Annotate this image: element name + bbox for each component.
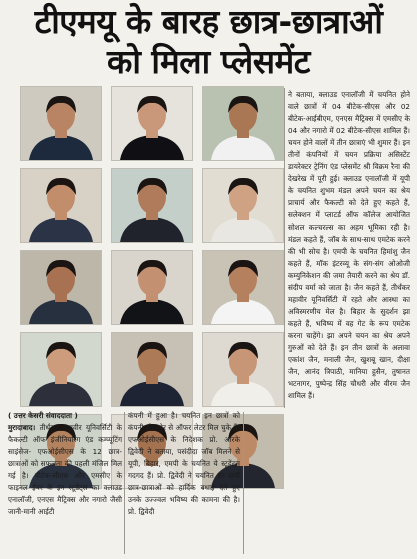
person-silhouette-icon: [21, 87, 101, 160]
article-text: तीर्थंकर महावीर यूनिवर्सिटी के फैकल्टी ऑफ इंजीनियरिंग एंड कम्प्यूटिंग साइंसेज- एफओईसीएस के 12 छात्र-छात्राओं को सफलता की पहली मंजिल मिल गई है। बीटेक-सीएस और एमसीए के फाइनल ईयर के इन स्टूडेंट्स का क्लाउड एनालॉजी, एनएस मैट्रिक्स और नगारो जैसी जानी-मानी आईटी: [8, 423, 122, 517]
article-text: ने बताया, क्लाउड एनालॉजी में चयनित होने वाले छात्रों में 04 बीटेक-सीएस और 02 बीटेक-आईबीएम, एनएस मैट्रिक्स में एमसीए के 04 और नगारो में 02 बीटेक-सीएस शामिल हैं। चयन होने वालों में तीन छात्राएं भी शुमार हैं। इन तीनों कंपनियों में चयन प्रक्रिया असिस्टेंट डायरेक्टर ट्रेनिंग एंड प्लेसमेंट श्री विक्रम रैना की देखरेख में पूरी हुई। क्लाउड एनालॉजी में यूपी के चयनित शुभम मंडल अपने चयन का श्रेय प्राचार्य और फैकल्टी को देते हुए कहते हैं, सलेक्शन में प्लाटर्ड ऑफ कॉलेज आयोजित सोशल कल्चरल्स का अहम भूमिका रही है। मंडल कहते हैं, जॉब के साथ-साथ एमटेक करने की भी सोच है। एमपी के चयनित हिमांशु जैन कहते हैं, मॉक इंटरव्यू के संग-संग ओओजी कम्युनिकेशन की जमा तैयारी करने का श्रेय डॉ. संदीप वर्मा को जाता है। जैन कहते हैं, तीर्थंकर महावीर यूनिवर्सिटी में रहते और आस्था का अविस्मरणीय मेल है। बिहार के सुदर्शन झा कहते हैं, भविष्य में वह गेट के रूप एमटेक करना चाहेंगे। झा अपने चयन का श्रेय अपने गुरुओं को देते हैं। इन तीन छात्रों के अलावा एकांश जैन, मनाली जैन, खुशबू खान, दीक्षा जैन, आनंद त्रिपाठी, मानिया हुसैन, तुषानत भटनागर, पुष्पेन्द्र सिंह चौधरी और वीरम जैन शामिल हैं।: [288, 90, 410, 401]
person-silhouette-icon: [203, 251, 283, 324]
column-divider: [243, 412, 244, 554]
student-photo: [202, 250, 284, 325]
student-photo: [111, 332, 193, 407]
student-photo: [20, 332, 102, 407]
student-photo-grid: [20, 86, 282, 411]
student-photo: [202, 332, 284, 407]
student-photo: [111, 168, 193, 243]
student-photo: [20, 168, 102, 243]
headline-line-1: टीएमयू के बारह छात्र-छात्राओं: [34, 2, 383, 41]
article-intro: [8, 410, 122, 518]
person-silhouette-icon: [203, 333, 283, 406]
article-column-bottom-left: [8, 410, 122, 518]
article-column-bottom-middle: [128, 410, 240, 518]
student-photo: [202, 86, 284, 161]
column-divider: [284, 88, 285, 408]
article-text: कंपनी में हुआ है। चयनित इन छात्रों को कंपनी की ओर से ऑफर लेटर मिल चुके हैं। एफओईसीएस के निदेशक प्रो. आरके द्विवेदी ने बताया, पसंदीदा जॉब मिलने से यूपी, बिहार, एमपी के चयनित ये स्टूडेंट्स गदगद हैं। प्रो. द्विवेदी ने चयनित इन सभी छात्र-छात्राओं को हार्दिक बधाई देते हुए उनके उज्ज्वल भविष्य की कामना की है। प्रो. द्विवेदी: [128, 411, 240, 517]
byline: ( उत्तर केसरी संवाददाता ): [8, 411, 78, 420]
student-photo: [111, 86, 193, 161]
headline: [0, 0, 417, 82]
headline-line-2: को मिला प्लेसमेंट: [107, 42, 310, 81]
person-silhouette-icon: [112, 251, 192, 324]
person-silhouette-icon: [21, 169, 101, 242]
student-photo: [111, 250, 193, 325]
article-column-right: [288, 89, 410, 402]
person-silhouette-icon: [112, 169, 192, 242]
student-photo: [202, 168, 284, 243]
student-photo: [20, 86, 102, 161]
person-silhouette-icon: [203, 87, 283, 160]
person-silhouette-icon: [21, 251, 101, 324]
person-silhouette-icon: [203, 169, 283, 242]
column-divider: [124, 412, 125, 554]
person-silhouette-icon: [112, 333, 192, 406]
person-silhouette-icon: [21, 333, 101, 406]
person-silhouette-icon: [112, 87, 192, 160]
student-photo: [20, 250, 102, 325]
dateline: मुरादाबाद।: [8, 423, 36, 433]
